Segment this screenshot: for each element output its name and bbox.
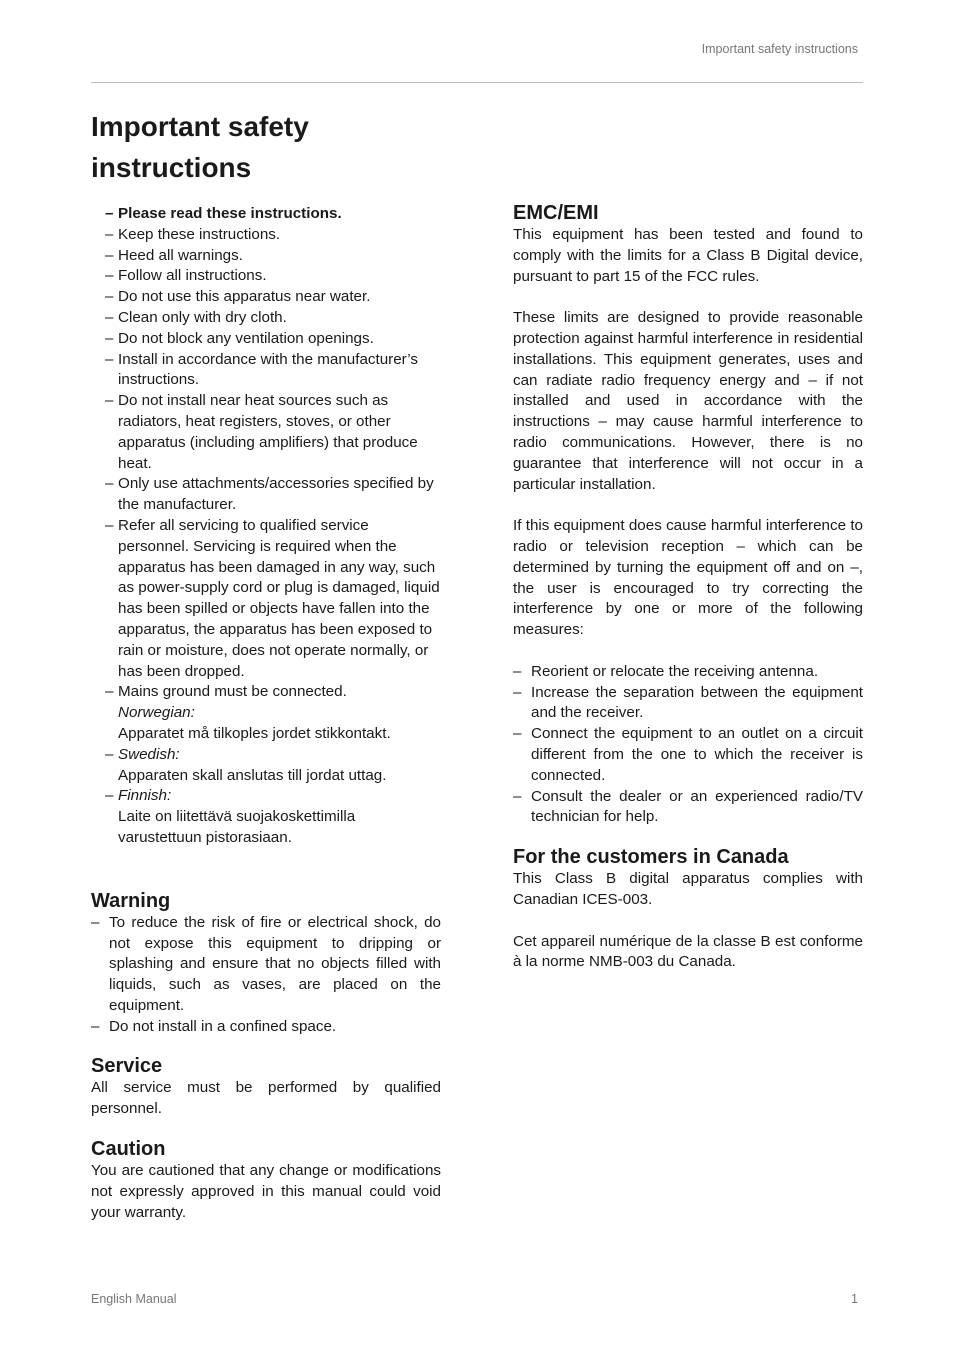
service-heading: Service (91, 1055, 163, 1078)
instruction-item: – Clean only with dry cloth. (91, 308, 441, 329)
swedish-label: – Swedish: (118, 745, 180, 763)
norwegian-text: Apparatet må tilkoples jordet stikkontakt. (118, 724, 391, 742)
instruction-item: – Keep these instructions. (91, 225, 441, 246)
warning-item: – Do not install in a confined space. (91, 1017, 441, 1038)
canada-paragraph: This Class B digital apparatus complies with Canadian ICES-003. (513, 870, 863, 908)
page-title: Important safety instructions (91, 111, 309, 183)
service-text: All service must be performed by qualified personnel. (91, 1079, 441, 1118)
instruction-item: – Follow all instructions. (91, 266, 441, 287)
canada-paragraph: Cet appareil numérique de la classe B est conforme à la norme NMB-003 du Canada. (513, 932, 863, 971)
warning-heading: Warning (91, 889, 171, 912)
instruction-item: – Only use attachments/accessories specified by the manufacturer. (91, 474, 441, 516)
instruction-item: – Please read these instructions. (91, 204, 441, 225)
instruction-item: – Heed all warnings. (91, 246, 441, 267)
running-header: Important safety instructions (701, 42, 858, 56)
instruction-item: – Do not install near heat sources such as radiators, heat registers, stoves, or other apparatus (including amplifiers) that produce heat. (91, 391, 441, 474)
right-column (513, 202, 863, 973)
measure-item: – Increase the separation between the equipment and the receiver. (513, 683, 863, 725)
instruction-item: – Do not use this apparatus near water. (91, 287, 441, 308)
measure-item: – Consult the dealer or an experienced radio/TV technician for help. (513, 787, 863, 829)
norwegian-label: Norwegian: (118, 704, 195, 722)
warning-list (91, 913, 441, 1038)
footer-manual-label: English Manual (91, 1292, 177, 1306)
finnish-note (91, 786, 441, 848)
swedish-text: Apparaten skall anslutas till jordat uttag. (118, 766, 387, 784)
instruction-item: – Refer all servicing to qualified service personnel. Servicing is required when the apparatus has been damaged in any way, such as power-supply cord or plug is damaged, liquid has been spilled or objects have fallen into the apparatus, the apparatus has been exposed to rain or moisture, does not operate normally, or has been dropped. (91, 516, 441, 682)
instructions-list (91, 204, 441, 849)
caution-heading: Caution (91, 1138, 166, 1161)
canada-heading: For the customers in Canada (513, 846, 789, 869)
norwegian-note (91, 703, 441, 745)
instruction-item: – Install in accordance with the manufacturer’s instructions. (91, 350, 441, 392)
header-rule (91, 82, 863, 83)
caution-text: You are cautioned that any change or modifications not expressly approved in this manual could void your warranty. (91, 1162, 441, 1221)
emc-paragraph: These limits are designed to provide reasonable protection against harmful interference in residential installations. This equipment generates, uses and can radiate radio frequency energy and – if not installed and used in accordance with the instructions – may cause harmful interference to radio communications. However, there is no guarantee that interference will not occur in a particular installation. (513, 309, 863, 493)
measure-item: – Connect the equipment to an outlet on a circuit different from the one to which the receiver is connected. (513, 724, 863, 786)
swedish-note (91, 745, 441, 787)
page-number: 1 (851, 1292, 858, 1306)
finnish-label: – Finnish: (118, 787, 172, 805)
emc-paragraph: If this equipment does cause harmful interference to radio or television reception – which can be determined by turning the equipment off and on –, the user is encouraged to try correcting the interference by one or more of the following measures: (513, 517, 863, 639)
measure-item: – Reorient or relocate the receiving antenna. (513, 662, 863, 683)
finnish-text: Laite on liitettävä suojakoskettimilla varustettuun pistorasiaan. (118, 808, 356, 846)
instruction-item: – Mains ground must be connected. (91, 682, 441, 703)
instruction-item: – Do not block any ventilation openings. (91, 329, 441, 350)
emc-paragraph: This equipment has been tested and found to comply with the limits for a Class B Digital device, pursuant to part 15 of the FCC rules. (513, 226, 863, 285)
warning-item: – To reduce the risk of fire or electrical shock, do not expose this equipment to dripping or splashing and ensure that no objects filled with liquids, such as vases, are placed on the equipment. (91, 913, 441, 1017)
left-column (91, 204, 441, 1223)
emc-heading: EMC/EMI (513, 202, 599, 224)
measures-list (513, 662, 863, 828)
